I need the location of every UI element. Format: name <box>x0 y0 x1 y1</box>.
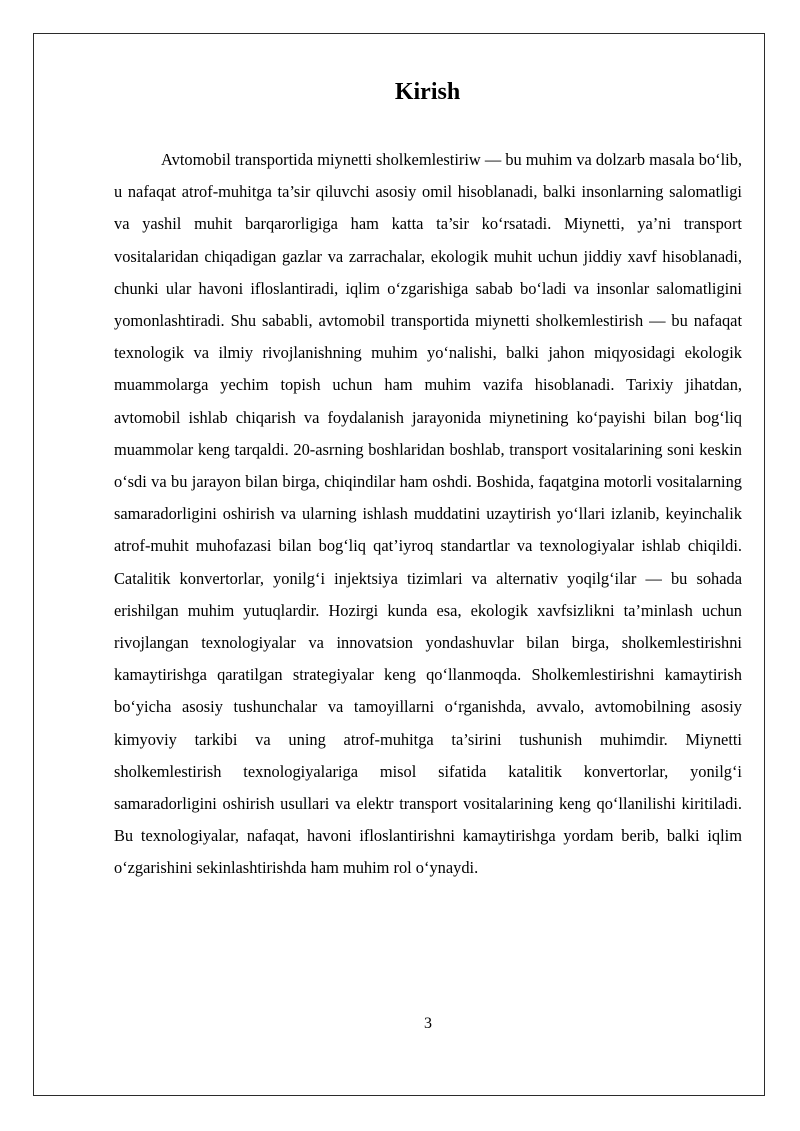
body-paragraph: Avtomobil transportida miynetti sholkemlestiriw — bu muhim va dolzarb masala bo‘lib, u nafaqat atrof-muhitga ta’sir qiluvchi asosiy omil hisoblanadi, balki insonlarning salomatligi va yashil muhit barqarorligiga ham katta ta’sir ko‘rsatadi. Miynetti, ya’ni transport vositalaridan chiqadigan gazlar va zarrachalar, ekologik muhit uchun jiddiy xavf hisoblanadi, chunki ular havoni ifloslantiradi, iqlim o‘zgarishiga sabab bo‘ladi va insonlar salomatligini yomonlashtiradi. Shu sababli, avtomobil transportida miynetti sholkemlestirish — bu nafaqat texnologik va ilmiy rivojlanishning muhim yo‘nalishi, balki jahon miqyosidagi ekologik muammolarga yechim topish uchun ham muhim vazifa hisoblanadi. Tarixiy jihatdan, avtomobil ishlab chiqarish va foydalanish jarayonida miynetining ko‘payishi bilan bog‘liq muammolar keng tarqaldi. 20-asrning boshlaridan boshlab, transport vositalarining soni keskin o‘sdi va bu jarayon bilan birga, chiqindilar ham oshdi. Boshida, faqatgina motorli vositalarning samaradorligini oshirish va ularning ishlash muddatini uzaytirish yo‘llari izlanib, keyinchalik atrof-muhit muhofazasi bilan bog‘liq qat’iyroq standartlar va texnologiyalar ishlab chiqildi. Catalitik konvertorlar, yonilg‘i injektsiya tizimlari va alternativ yoqilg‘ilar — bu sohada erishilgan muhim yutuqlardir. Hozirgi kunda esa, ekologik xavfsizlikni ta’minlash uchun rivojlangan texnologiyalar va innovatsion yondashuvlar bilan birga, sholkemlestirishni kamaytirishga qaratilgan strategiyalar keng qo‘llanmoqda. Sholkemlestirishni kamaytirish bo‘yicha asosiy tushunchalar va tamoyillarni o‘rganishda, avvalo, avtomobilning asosiy kimyoviy tarkibi va uning atrof-muhitga ta’sirini tushunish muhimdir. Miynetti sholkemlestirish texnologiyalariga misol sifatida katalitik konvertorlar, yonilg‘i samaradorligini oshirish usullari va elektr transport vositalarining keng qo‘llanilishi kiritiladi. Bu texnologiyalar, nafaqat, havoni ifloslantirishni kamaytirishga yordam berib, balki iqlim o‘zgarishini sekinlashtirishda ham muhim rol o‘ynaydi. <box>114 150 743 878</box>
page-title: Kirish <box>394 79 461 105</box>
page-number: 3 <box>424 1015 432 1032</box>
